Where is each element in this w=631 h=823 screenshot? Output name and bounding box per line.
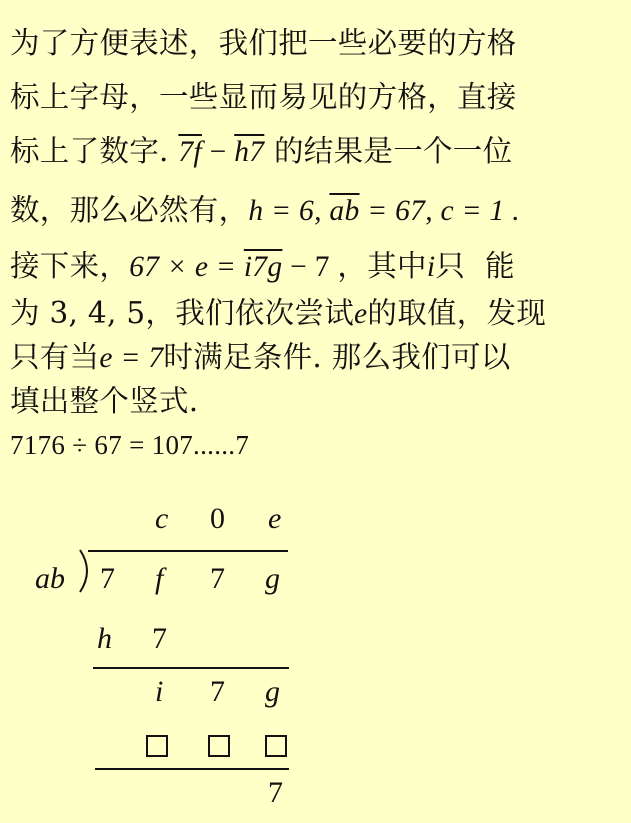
overline-h7: h7 <box>234 136 265 168</box>
dividend-digit-7b: 7 <box>210 562 225 595</box>
final-remainder: 7 <box>268 776 283 809</box>
text-line-3-end: 的结果是一个一位 <box>264 134 513 168</box>
sub1-line <box>93 667 289 669</box>
division-bracket <box>78 549 94 593</box>
division-result: 7176 ÷ 67 = 107......7 <box>10 430 250 460</box>
divisor-ab: ab <box>35 562 65 595</box>
text-line-4 <box>10 183 520 237</box>
dividend-digit-g: g <box>265 562 280 595</box>
text-line-5-only: 只 <box>435 249 466 283</box>
blank-box-1 <box>146 735 168 757</box>
text-line-7-end: 时满足条件. 那么我们可以 <box>163 340 511 374</box>
dividend-digit-f: f <box>155 562 164 595</box>
quotient-digit-e: e <box>268 502 282 535</box>
e-equals-7: e = 7 <box>99 342 164 374</box>
overline-7f: 7f <box>178 136 202 168</box>
product-expression: 67 × e = <box>129 251 244 283</box>
long-division <box>0 490 631 820</box>
text-line-7-start: 只有当 <box>10 340 100 374</box>
text-line-1: 为了方便表述，我们把一些必要的方格 <box>10 26 517 60</box>
blank-box-2 <box>208 735 230 757</box>
blank-box-3 <box>265 735 287 757</box>
text-line-8: 填出整个竖式. <box>10 384 199 418</box>
quotient-digit-c: c <box>155 502 169 535</box>
rem1-digit-i: i <box>155 675 164 708</box>
variable-e: e <box>354 298 368 330</box>
sub2-line <box>95 768 289 770</box>
overline-ab: $\overline{ab}$ <box>329 195 360 227</box>
text-line-3-start: 标上了数字. <box>10 134 179 168</box>
h-equation: h = 6, <box>248 195 330 227</box>
text-line-2: 标上字母，一些显而易见的方格，直接 <box>10 80 517 114</box>
sub1-digit-h: h <box>97 622 112 655</box>
text-line-3 <box>10 124 512 178</box>
ab-c-equation: = 67, c = 1 . <box>359 195 520 227</box>
expression-tail: − 7 ，其中 <box>282 251 427 283</box>
text-line-6-end: 的取值，发现 <box>367 296 547 330</box>
text-line-5-can: 能 <box>485 249 515 283</box>
sub1-digit-7: 7 <box>152 622 167 655</box>
quotient-digit-0: 0 <box>210 502 225 535</box>
minus-sign: − <box>201 136 235 168</box>
division-bar <box>88 550 288 552</box>
rem1-digit-7: 7 <box>210 675 225 708</box>
text-line-5-start: 接下来， <box>10 249 130 283</box>
overline-i7g: i7g <box>243 251 283 283</box>
variable-i: i <box>426 251 436 283</box>
text-line-4-start: 数，那么必然有， <box>10 193 249 227</box>
text-line-6-start: 为 3, 4, 5，我们依次尝试 <box>10 296 354 330</box>
rem1-digit-g: g <box>265 675 280 708</box>
text-line-5 <box>10 239 515 293</box>
dividend-digit-7a: 7 <box>100 562 115 595</box>
